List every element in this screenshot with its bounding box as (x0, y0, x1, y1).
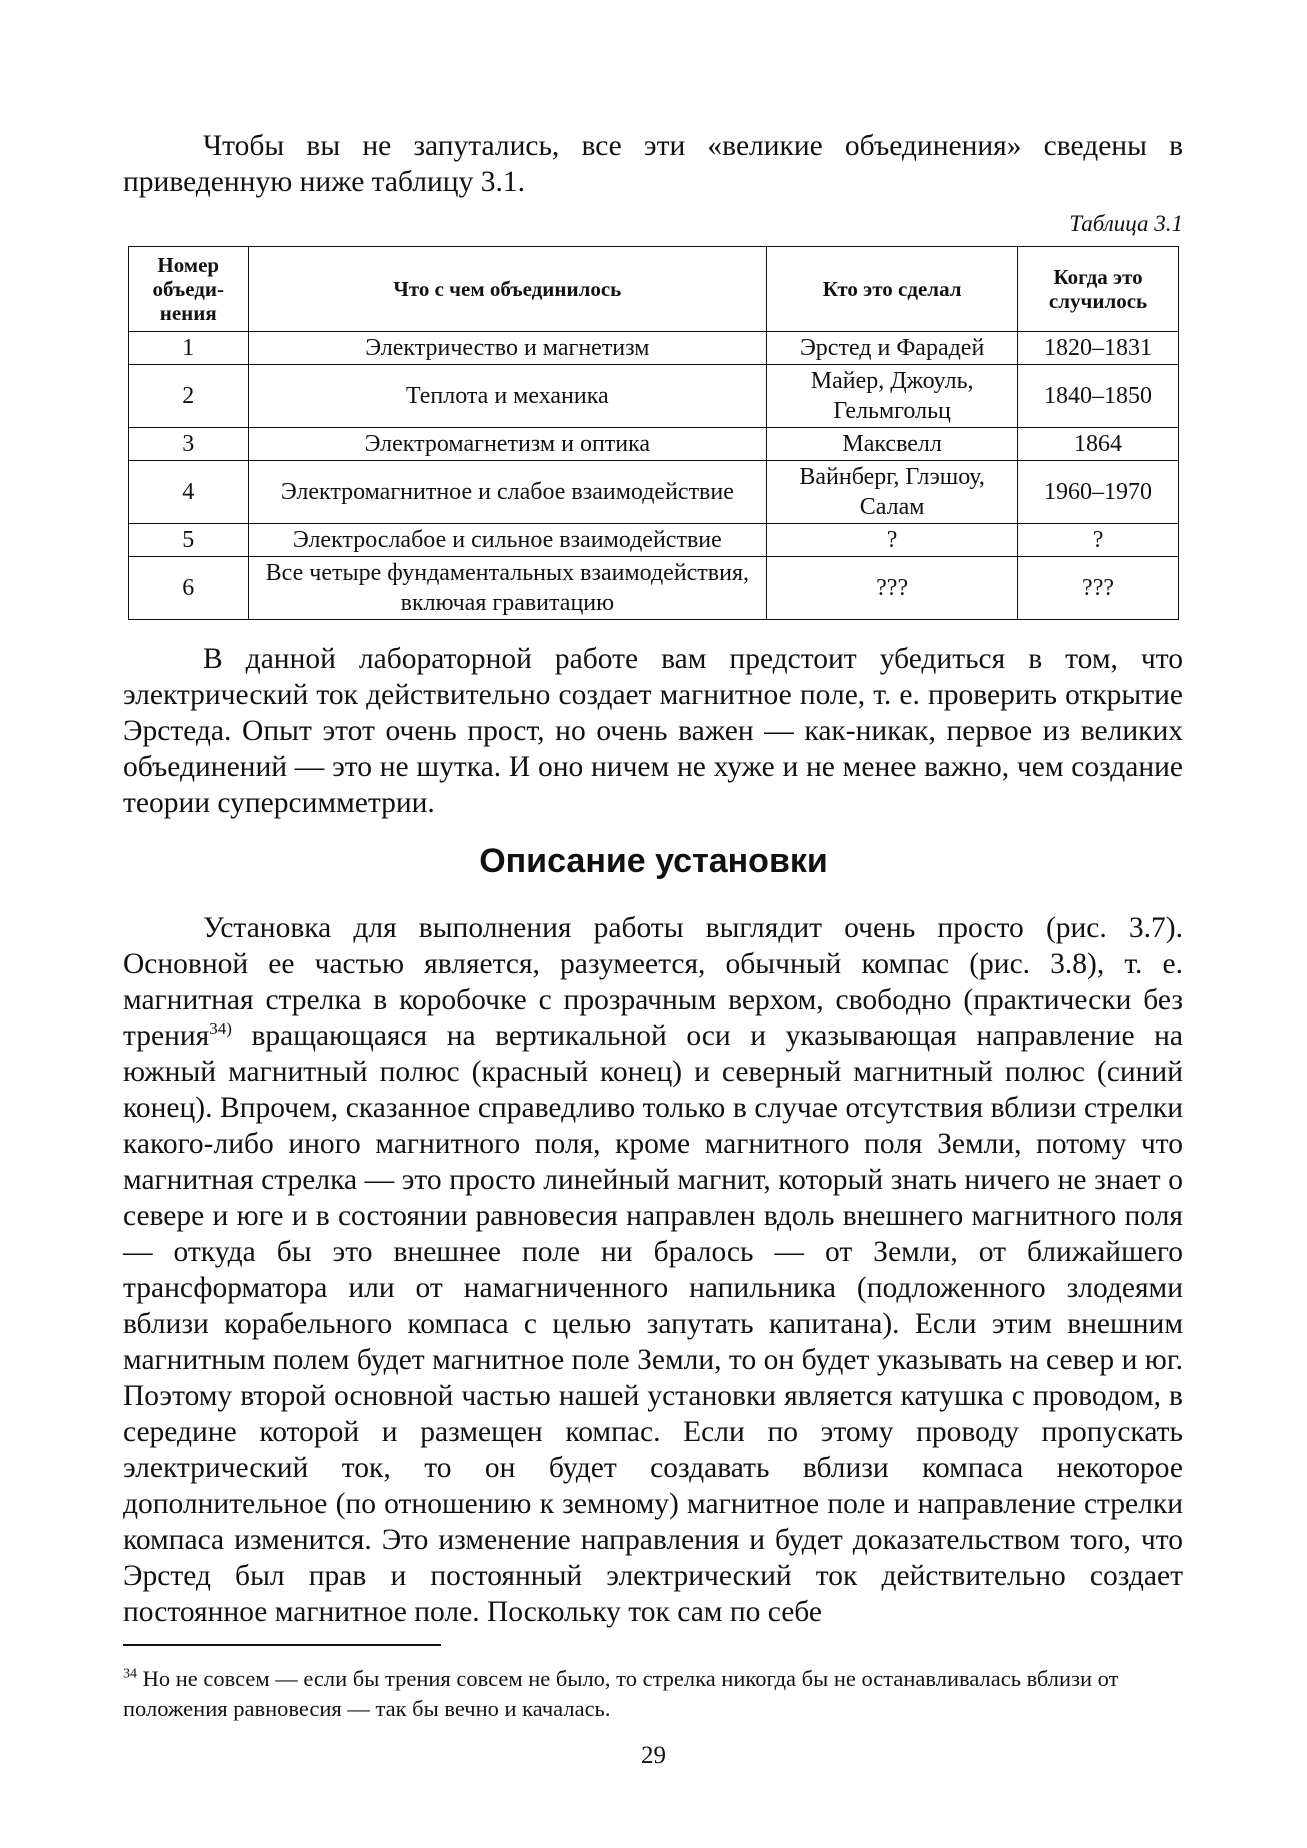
header-number: Номер объединения (129, 247, 249, 332)
section-heading: Описание установки (479, 842, 828, 880)
cell-who: ??? (767, 557, 1018, 620)
header-who: Кто это сделал (767, 247, 1018, 332)
cell-number: 4 (129, 461, 249, 524)
footnote (123, 1664, 1183, 1724)
cell-when: 1864 (1018, 428, 1179, 461)
cell-what: Теплота и механика (248, 365, 767, 428)
header-when: Когда это случилось (1018, 247, 1179, 332)
cell-when: 1960–1970 (1018, 461, 1179, 524)
cell-who: Майер, Джоуль, Гельмгольц (767, 365, 1018, 428)
cell-who: Максвелл (767, 428, 1018, 461)
table-row (129, 461, 1179, 524)
cell-when: 1840–1850 (1018, 365, 1179, 428)
cell-when: ? (1018, 524, 1179, 557)
table-header-row (129, 247, 1179, 332)
footnote-reference[interactable]: 34) (209, 1019, 232, 1039)
setup-text-part1: Установка для выполнения работы выглядит очень просто (рис. 3.7). Основной ее частью является, разумеется, обычный компас (рис. 3.8), т. е. магнитная стрелка в коробочке с прозрачным верхом, свободно (практически без трения (123, 912, 1183, 1052)
cell-what: Электромагнетизм и оптика (248, 428, 767, 461)
setup-text-part2: вращающаяся на вертикальной оси и указывающая направление на южный магнитный полюс (красный конец) и северный магнитный полюс (синий конец). Впрочем, сказанное справедливо только в случае отсутствия вблизи стрелки какого-либо иного магнитного поля, кроме магнитного поля Земли, потому что магнитная стрелка — это просто линейный магнит, который знать ничего не знает о севере и юге и в состоянии равновесия направлен вдоль внешнего магнитного поля — откуда бы это внешнее поле ни бралось — от Земли, от ближайшего трансформатора или от намагниченного напильника (подложенного злодеями вблизи корабельного компаса с целью запутать капитана). Если этим внешним магнитным полем будет магнитное поле Земли, то он будет указывать на север и юг. Поэтому второй основной частью нашей установки является катушка с проводом, в середине которой и размещен компас. Если по этому проводу пропускать электрический ток, то он будет создавать вблизи компаса некоторое дополнительное (по отношению к земному) магнитное поле и направление стрелки компаса изменится. Это изменение направления и будет доказательством того, что Эрстед был прав и постоянный электрический ток действительно создает постоянное магнитное поле. Поскольку ток сам по себе (123, 1020, 1183, 1628)
unifications-table (128, 246, 1179, 620)
header-what: Что с чем объединилось (248, 247, 767, 332)
table-row (129, 365, 1179, 428)
footnote-text: Но не совсем — если бы трения совсем не было, то стрелка никогда бы не останавливалась вблизи от положения равновесия — так бы вечно и качалась. (123, 1666, 1119, 1721)
cell-when: ??? (1018, 557, 1179, 620)
table-row (129, 332, 1179, 365)
cell-what: Электрослабое и сильное взаимодействие (248, 524, 767, 557)
cell-what: Все четыре фундаментальных взаимодействия, включая гравитацию (248, 557, 767, 620)
table-row (129, 557, 1179, 620)
cell-who: Эрстед и Фарадей (767, 332, 1018, 365)
cell-number: 5 (129, 524, 249, 557)
intro-paragraph: Чтобы вы не запутались, все эти «великие объединения» сведены в приведенную ниже таблицу 3.1. (123, 130, 1183, 198)
setup-paragraph (123, 910, 1183, 1630)
page-number: 29 (641, 1742, 666, 1769)
cell-who: ? (767, 524, 1018, 557)
cell-what: Электричество и магнетизм (248, 332, 767, 365)
cell-what: Электромагнитное и слабое взаимодействие (248, 461, 767, 524)
table-row (129, 428, 1179, 461)
table-row (129, 524, 1179, 557)
cell-who: Вайнберг, Глэшоу, Салам (767, 461, 1018, 524)
cell-when: 1820–1831 (1018, 332, 1179, 365)
cell-number: 1 (129, 332, 249, 365)
footnote-number: 34 (123, 1666, 137, 1682)
cell-number: 3 (129, 428, 249, 461)
footnote-divider (123, 1644, 441, 1646)
table-caption: Таблица 3.1 (1069, 211, 1183, 236)
cell-number: 2 (129, 365, 249, 428)
cell-number: 6 (129, 557, 249, 620)
lab-paragraph: В данной лабораторной работе вам предстоит убедиться в том, что электрический ток действительно создает магнитное поле, т. е. проверить открытие Эрстеда. Опыт этот очень прост, но очень важен — как-никак, первое из великих объединений — это не шутка. И оно ничем не хуже и не менее важно, чем создание теории суперсимметрии. (123, 643, 1183, 819)
